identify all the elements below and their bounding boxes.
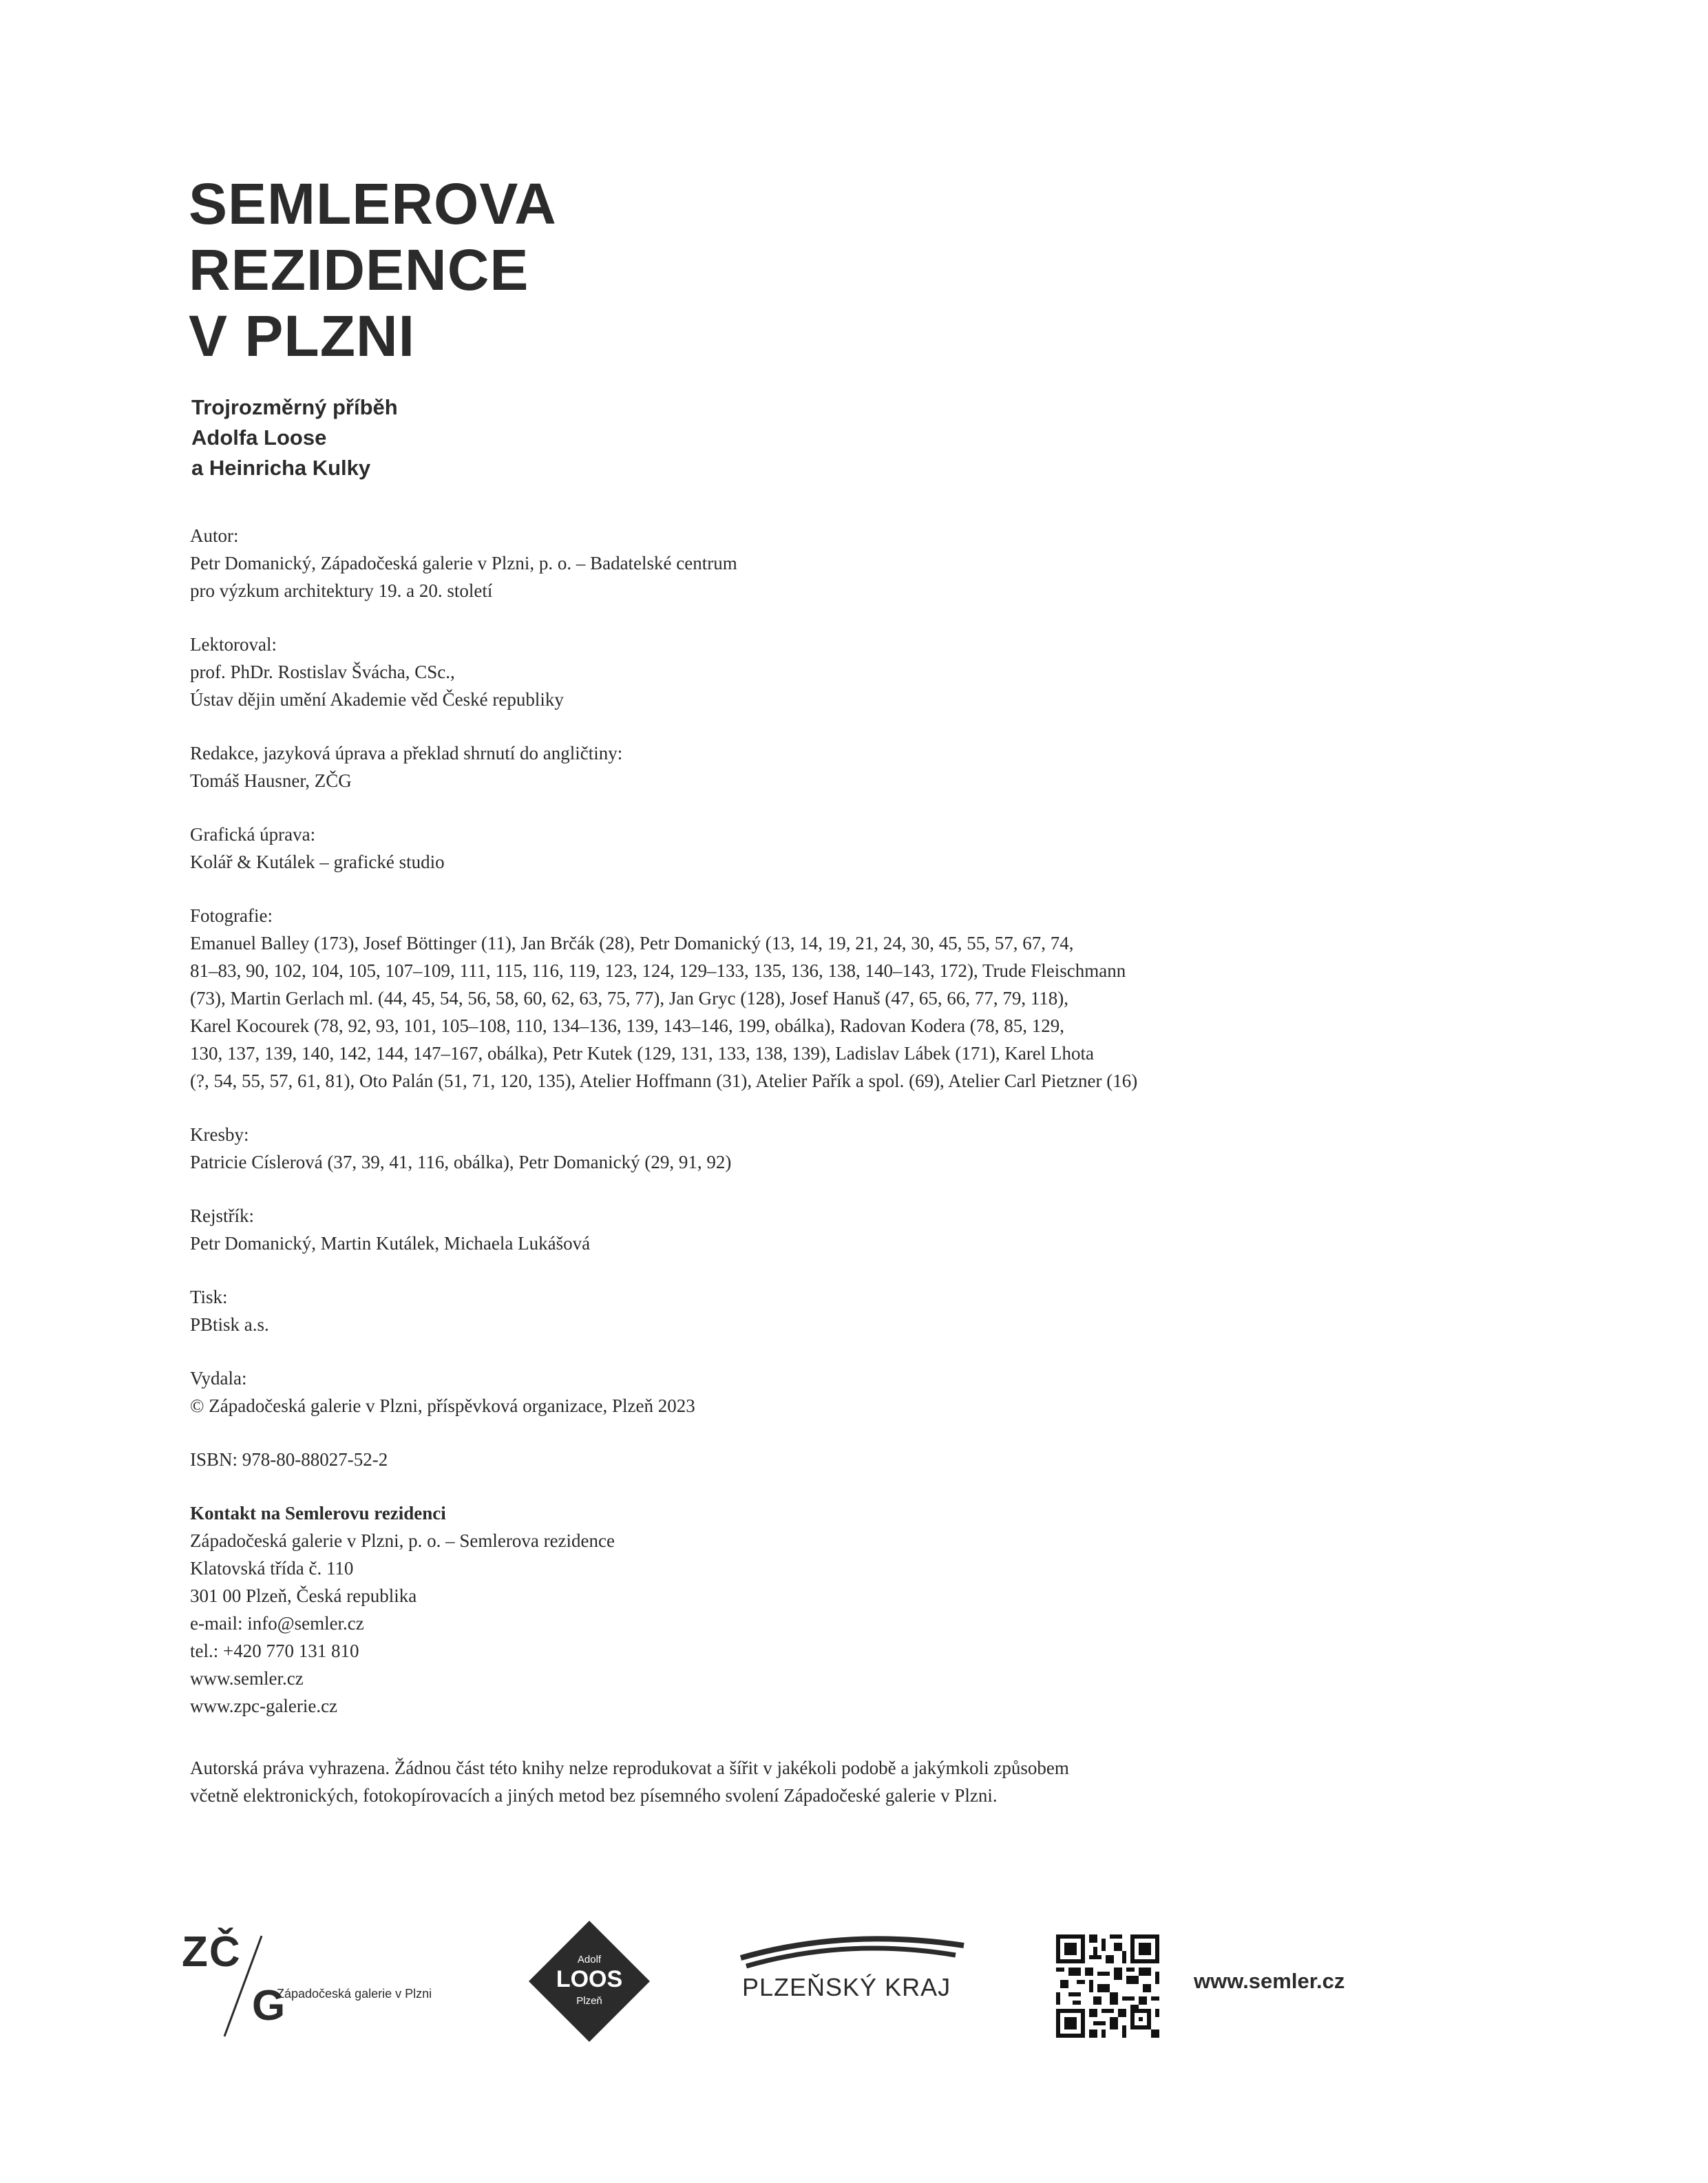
credit-label: Rejstřík: <box>190 1205 254 1226</box>
credit-publisher <box>190 1364 1195 1420</box>
credit-line: © Západočeská galerie v Plzni, příspěvková organizace, Plzeň 2023 <box>190 1395 695 1416</box>
credit-label: Lektoroval: <box>190 634 277 655</box>
contact-web: www.zpc-galerie.cz <box>190 1696 338 1716</box>
contact-block <box>190 1499 1195 1720</box>
contact-heading: Kontakt na Semlerovu rezidenci <box>190 1503 446 1523</box>
credit-line: Tomáš Hausner, ZČG <box>190 770 352 791</box>
credit-line: Ústav dějin umění Akademie věd České republiky <box>190 689 564 710</box>
credit-line: 81–83, 90, 102, 104, 105, 107–109, 111, 115, 116, 119, 123, 124, 129–133, 135, 136, 138, 140–143, 172), Trude Fleischmann <box>190 960 1126 981</box>
qr-code-icon <box>1056 1934 1159 2038</box>
credit-label: Vydala: <box>190 1368 247 1389</box>
subtitle-line-2: Adolfa Loose <box>191 425 327 450</box>
kraj-logo <box>737 1928 971 2010</box>
credit-author <box>190 522 1195 604</box>
credit-index <box>190 1202 1195 1257</box>
loos-bottom: Plzeň <box>576 1995 602 2007</box>
credit-line: Petr Domanický, Západočeská galerie v Plzni, p. o. – Badatelské centrum <box>190 553 737 573</box>
contact-line: Západočeská galerie v Plzni, p. o. – Semlerova rezidence <box>190 1530 615 1551</box>
title-line-2: REZIDENCE <box>189 238 529 302</box>
credit-line: (73), Martin Gerlach ml. (44, 45, 54, 56, 58, 60, 62, 63, 75, 77), Jan Gryc (128), Josef Hanuš (47, 65, 66, 77, 79, 118), <box>190 988 1069 1009</box>
credit-line: Emanuel Balley (173), Josef Böttinger (11), Jan Brčák (28), Petr Domanický (13, 14, 19, 21, 24, 30, 45, 55, 57, 67, 74, <box>190 933 1074 953</box>
contact-phone: tel.: +420 770 131 810 <box>190 1641 359 1661</box>
credit-line: pro výzkum architektury 19. a 20. století <box>190 580 493 601</box>
subtitle-line-1: Trojrozměrný příběh <box>191 395 398 419</box>
loos-top: Adolf <box>577 1954 602 1965</box>
zcg-logo <box>179 1928 482 2045</box>
credit-line: 130, 137, 139, 140, 142, 144, 147–167, obálka), Petr Kutek (129, 131, 133, 138, 139), Ladislav Lábek (171), Karel Lhota <box>190 1043 1095 1064</box>
contact-line: Klatovská třída č. 110 <box>190 1558 354 1579</box>
credit-editing <box>190 739 1195 794</box>
credit-label: Kresby: <box>190 1124 249 1145</box>
arc-icon <box>737 1928 971 1969</box>
credit-line: prof. PhDr. Rostislav Švácha, CSc., <box>190 662 455 682</box>
copyright-notice <box>190 1754 1223 1809</box>
credit-isbn <box>190 1446 1195 1473</box>
subtitle-line-3: a Heinricha Kulky <box>191 456 371 480</box>
credit-photos <box>190 902 1195 1095</box>
credit-line: PBtisk a.s. <box>190 1314 269 1335</box>
rights-line: Autorská práva vyhrazena. Žádnou část této knihy nelze reprodukovat a šířit v jakékoli podobě a jakýmkoli způsobem <box>190 1758 1069 1778</box>
credit-line: Petr Domanický, Martin Kutálek, Michaela Lukášová <box>190 1233 591 1254</box>
contact-web: www.semler.cz <box>190 1668 304 1689</box>
logo-strip <box>0 1914 1708 2052</box>
credit-design <box>190 821 1195 876</box>
credit-label: Tisk: <box>190 1287 228 1307</box>
credit-reviewer <box>190 631 1195 713</box>
contact-line: 301 00 Plzeň, Česká republika <box>190 1585 417 1606</box>
semler-web: www.semler.cz <box>1194 1969 1345 1993</box>
credit-label: Grafická úprava: <box>190 824 316 845</box>
loos-main: LOOS <box>556 1966 623 1992</box>
credit-line: (?, 54, 55, 57, 61, 81), Oto Palán (51, 71, 120, 135), Atelier Hoffmann (31), Atelier Pařík a spol. (69), Atelier Carl Pietzner (16) <box>190 1071 1138 1091</box>
isbn: ISBN: 978-80-88027-52-2 <box>190 1449 388 1470</box>
credit-print <box>190 1283 1195 1338</box>
kraj-name: PLZEŇSKÝ KRAJ <box>742 1973 951 2001</box>
zcg-mark-top: ZČ <box>182 1928 242 1976</box>
zcg-mark-bottom: G <box>252 1982 286 2029</box>
credits <box>190 522 1195 1746</box>
title-line-1: SEMLEROVA <box>189 171 557 236</box>
credit-line: Kolář & Kutálek – grafické studio <box>190 852 445 872</box>
page-title <box>189 171 557 369</box>
credit-label: Redakce, jazyková úprava a překlad shrnutí do angličtiny: <box>190 743 623 763</box>
credit-label: Autor: <box>190 525 239 546</box>
zcg-name: Západočeská galerie v Plzni <box>277 1987 432 2001</box>
credit-label: Fotografie: <box>190 905 273 926</box>
credit-line: Karel Kocourek (78, 92, 93, 101, 105–108, 110, 134–136, 139, 143–146, 199, obálka), Radovan Kodera (78, 85, 129, <box>190 1015 1065 1036</box>
title-line-3: V PLZNI <box>189 304 416 368</box>
subtitle <box>191 392 398 483</box>
loos-logo <box>529 1921 650 2042</box>
credit-line: Patricie Císlerová (37, 39, 41, 116, obálka), Petr Domanický (29, 91, 92) <box>190 1152 732 1172</box>
contact-email: e-mail: info@semler.cz <box>190 1613 364 1634</box>
credit-drawings <box>190 1121 1195 1176</box>
rights-line: včetně elektronických, fotokopírovacích a jiných metod bez písemného svolení Západočeské galerie v Plzni. <box>190 1785 998 1806</box>
